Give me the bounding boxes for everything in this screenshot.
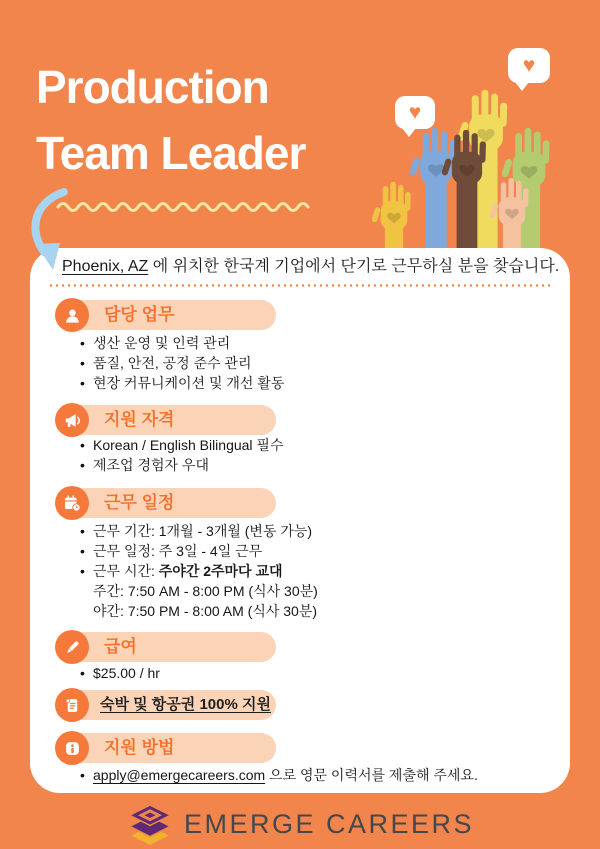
intro-rest: 에 위치한 한국계 기업에서 단기로 근무하실 분을 찾습니다. <box>148 258 560 275</box>
dotted-divider <box>48 284 554 287</box>
header-pill <box>58 632 276 662</box>
pay-list <box>80 663 160 683</box>
schedule-list <box>80 521 318 621</box>
scroll-icon <box>55 688 89 722</box>
title-line2: Team Leader <box>36 127 306 179</box>
section-schedule-label: 근무 일정 <box>104 493 175 512</box>
title-line1: Production <box>36 61 269 113</box>
footer-brand <box>0 801 600 848</box>
heart-bubble <box>395 96 435 129</box>
list-item: • 근무 일정: 주 3일 - 4일 근무 <box>80 541 318 561</box>
list-item: • 현장 커뮤니케이션 및 개선 활동 <box>80 373 284 393</box>
section-pay-label: 급여 <box>104 637 137 656</box>
list-item: • 근무 기간: 1개월 - 3개월 (변동 가능) <box>80 521 318 541</box>
section-duties-label: 담당 업무 <box>104 305 175 324</box>
section-duties-header <box>58 300 276 330</box>
section-qualifications-header <box>58 405 276 435</box>
list-item: • $25.00 / hr <box>80 663 160 683</box>
section-schedule-header <box>58 488 276 518</box>
section-apply-header <box>58 733 276 763</box>
section-benefits-header <box>58 690 276 720</box>
hand-brown <box>442 130 492 249</box>
schedule-night-shift: 야간: 7:50 PM - 8:00 AM (식사 30분) <box>93 603 318 619</box>
apply-list <box>80 765 478 785</box>
duties-list <box>80 333 284 393</box>
person-icon <box>55 298 89 332</box>
list-item: • 생산 운영 및 인력 관리 <box>80 333 284 353</box>
schedule-day-shift: 주간: 7:50 AM - 8:00 PM (식사 30분) <box>93 583 318 599</box>
page-title <box>36 54 305 186</box>
curved-arrow-icon <box>26 188 80 274</box>
pencil-icon <box>55 630 89 664</box>
intro-line <box>62 256 560 278</box>
section-benefits-label: 숙박 및 항공권 100% 지원 <box>100 696 271 713</box>
list-item: • 근무 시간: 주야간 2주마다 교대 <box>80 561 318 581</box>
content-card <box>30 248 570 793</box>
heart-icon: ♥ <box>408 101 422 124</box>
heart-icon: ♥ <box>522 54 536 77</box>
location-text: Phoenix, AZ <box>62 258 149 275</box>
calendar-icon <box>55 486 89 520</box>
list-item: • 제조업 경험자 우대 <box>80 455 283 475</box>
heart-bubble <box>508 48 550 83</box>
info-icon <box>55 731 89 765</box>
list-item: • Korean / English Bilingual 필수 <box>80 435 283 455</box>
squiggle-underline <box>55 200 313 212</box>
list-item <box>80 765 478 785</box>
apply-instructions: 으로 영문 이력서를 제출해 주세요. <box>265 767 478 783</box>
section-pay-header <box>58 632 276 662</box>
list-item: • 품질, 안전, 공정 준수 관리 <box>80 353 284 373</box>
megaphone-icon <box>55 403 89 437</box>
layered-diamond-logo <box>126 801 174 848</box>
brand-name: EMERGE CAREERS <box>183 809 475 839</box>
hand-gold <box>372 182 416 249</box>
section-qualifications-label: 지원 자격 <box>104 410 175 429</box>
qualifications-list <box>80 435 283 475</box>
hand-peach <box>490 178 534 249</box>
apply-email-link[interactable]: apply@emergecareers.com <box>93 767 266 783</box>
section-apply-label: 지원 방법 <box>104 738 175 757</box>
